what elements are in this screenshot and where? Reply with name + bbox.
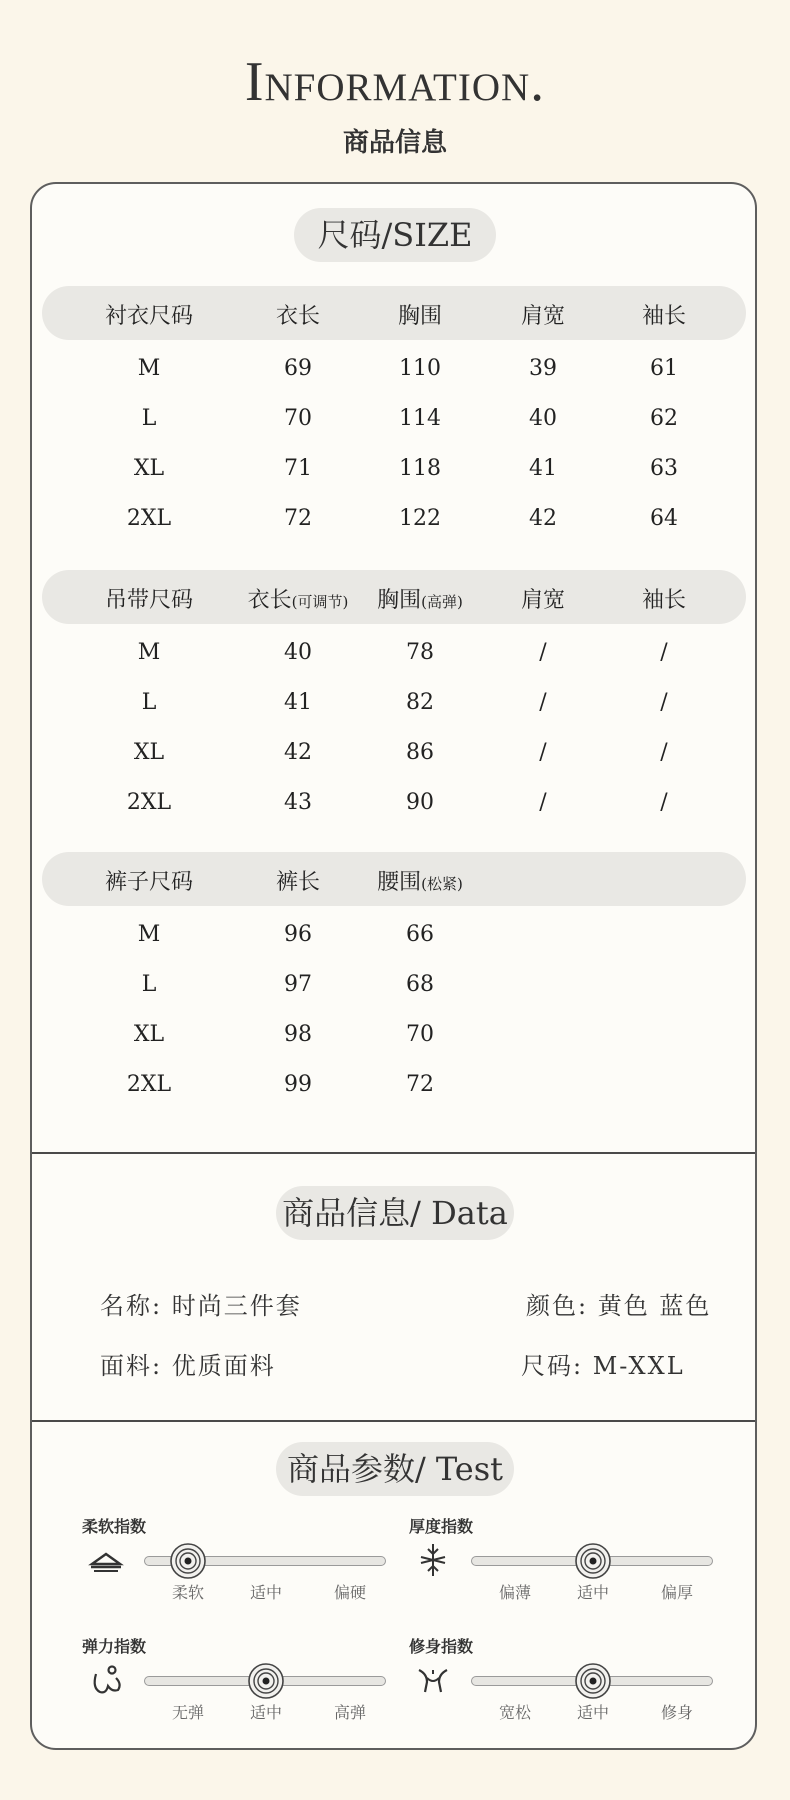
measurement-cell: 70 [406, 1022, 434, 1047]
section-divider [32, 1420, 755, 1422]
size-label-cell: 2XL [126, 790, 172, 815]
measurement-cell: / [539, 790, 547, 815]
gauge-tick-label: 修身 [660, 1703, 694, 1722]
size-label-cell: M [137, 922, 161, 947]
measurement-cell: 42 [529, 506, 557, 531]
measurement-cell: 82 [406, 690, 434, 715]
product-size: 尺码: M-XXL [521, 1352, 685, 1380]
column-header-label: 胸围 [377, 588, 422, 613]
measurement-cell: 98 [284, 1022, 312, 1047]
column-header [377, 865, 463, 896]
measurement-cell: 72 [284, 506, 312, 531]
size-label-cell: M [137, 640, 161, 665]
measurement-cell: 70 [284, 406, 312, 431]
size-label-cell: XL [133, 456, 165, 481]
size-label-cell: XL [133, 1022, 165, 1047]
column-header [521, 299, 565, 330]
section-divider [32, 1152, 755, 1154]
measurement-cell: 96 [284, 922, 312, 947]
column-header [642, 583, 686, 614]
measurement-cell: 97 [284, 972, 312, 997]
measurement-cell: / [660, 640, 668, 665]
measurement-cell: 66 [406, 922, 434, 947]
column-header [276, 865, 320, 896]
gauge-tick-label: 偏薄 [498, 1583, 532, 1602]
product-fabric: 面料: 优质面料 [100, 1352, 276, 1380]
size-label-cell: L [141, 972, 157, 997]
column-header [521, 583, 565, 614]
measurement-cell: 72 [406, 1072, 434, 1097]
column-header [642, 299, 686, 330]
column-header [276, 299, 320, 330]
measurement-cell: 64 [650, 506, 678, 531]
size-label-cell: M [137, 356, 161, 381]
measurement-cell: / [660, 740, 668, 765]
column-header-label: 衬衣尺码 [104, 304, 194, 329]
column-header-label: 裤子尺码 [104, 870, 194, 895]
measurement-cell: 78 [406, 640, 434, 665]
gauge-label: 弹力指数 [82, 1637, 147, 1656]
measurement-cell: 71 [284, 456, 312, 481]
gauge-tick-label: 适中 [576, 1703, 610, 1722]
fit-icon [413, 1660, 453, 1700]
size-label-cell: L [141, 406, 157, 431]
measurement-cell: 40 [529, 406, 557, 431]
page-title: Information. [244, 51, 546, 113]
softness-icon [86, 1540, 126, 1580]
measurement-cell: / [539, 640, 547, 665]
column-header-note: (松紧) [421, 875, 463, 893]
measurement-cell: / [539, 690, 547, 715]
measurement-cell: 99 [284, 1072, 312, 1097]
gauge-tick-label: 偏厚 [660, 1583, 694, 1602]
column-header [377, 583, 463, 614]
measurement-cell: / [660, 690, 668, 715]
gauge-indicator [248, 1663, 284, 1699]
column-header-note: (高弹) [421, 593, 463, 611]
gauge-indicator [170, 1543, 206, 1579]
data-section-title: 商品信息/ Data [276, 1186, 514, 1240]
measurement-cell: 90 [406, 790, 434, 815]
measurement-cell: 41 [529, 456, 557, 481]
size-section-title: 尺码/SIZE [294, 208, 496, 262]
gauge-tick-label: 适中 [249, 1583, 283, 1602]
thickness-icon [413, 1540, 453, 1580]
column-header-label: 肩宽 [520, 588, 566, 613]
size-label-cell: 2XL [126, 506, 172, 531]
measurement-cell: 43 [284, 790, 312, 815]
gauge-label: 厚度指数 [409, 1517, 474, 1536]
size-label-cell: L [141, 690, 157, 715]
measurement-cell: 114 [399, 406, 441, 431]
column-header-label: 衣长 [247, 588, 292, 613]
column-header-label: 袖长 [641, 304, 687, 329]
size-label-cell: 2XL [126, 1072, 172, 1097]
size-label-cell: XL [133, 740, 165, 765]
measurement-cell: 86 [406, 740, 434, 765]
gauge-tick-label: 柔软 [171, 1583, 205, 1602]
measurement-cell: 63 [650, 456, 678, 481]
measurement-cell: 118 [399, 456, 441, 481]
product-name: 名称: 时尚三件套 [100, 1292, 302, 1320]
gauge-tick-label: 偏硬 [333, 1583, 367, 1602]
measurement-cell: 69 [284, 356, 312, 381]
column-header-label: 袖长 [641, 588, 687, 613]
measurement-cell: / [660, 790, 668, 815]
column-header [105, 299, 193, 330]
column-header-label: 衣长 [275, 304, 321, 329]
gauge-label: 柔软指数 [82, 1517, 147, 1536]
column-header-label: 吊带尺码 [104, 588, 194, 613]
measurement-cell: / [539, 740, 547, 765]
measurement-cell: 110 [399, 356, 441, 381]
column-header-label: 胸围 [397, 304, 443, 329]
gauge-label: 修身指数 [409, 1637, 474, 1656]
column-header-label: 肩宽 [520, 304, 566, 329]
info-card [30, 182, 757, 1750]
measurement-cell: 41 [284, 690, 312, 715]
measurement-cell: 39 [529, 356, 557, 381]
product-color: 颜色: 黄色 蓝色 [526, 1292, 712, 1320]
measurement-cell: 42 [284, 740, 312, 765]
measurement-cell: 40 [284, 640, 312, 665]
measurement-cell: 62 [650, 406, 678, 431]
column-header [105, 865, 193, 896]
gauge-tick-label: 适中 [249, 1703, 283, 1722]
page-subtitle: 商品信息 [342, 128, 447, 158]
test-section-title: 商品参数/ Test [276, 1442, 514, 1496]
measurement-cell: 122 [399, 506, 441, 531]
gauge-tick-label: 高弹 [333, 1703, 367, 1722]
gauge-tick-label: 适中 [576, 1583, 610, 1602]
column-header [105, 583, 193, 614]
gauge-indicator [575, 1663, 611, 1699]
column-header-label: 裤长 [275, 870, 321, 895]
gauge-tick-label: 无弹 [171, 1703, 205, 1722]
gauge-tick-label: 宽松 [498, 1703, 532, 1722]
elasticity-icon [86, 1660, 126, 1700]
column-header [398, 299, 442, 330]
column-header-label: 腰围 [377, 870, 422, 895]
measurement-cell: 61 [650, 356, 678, 381]
measurement-cell: 68 [406, 972, 434, 997]
column-header-note: (可调节) [291, 593, 349, 611]
column-header [248, 583, 349, 614]
gauge-indicator [575, 1543, 611, 1579]
